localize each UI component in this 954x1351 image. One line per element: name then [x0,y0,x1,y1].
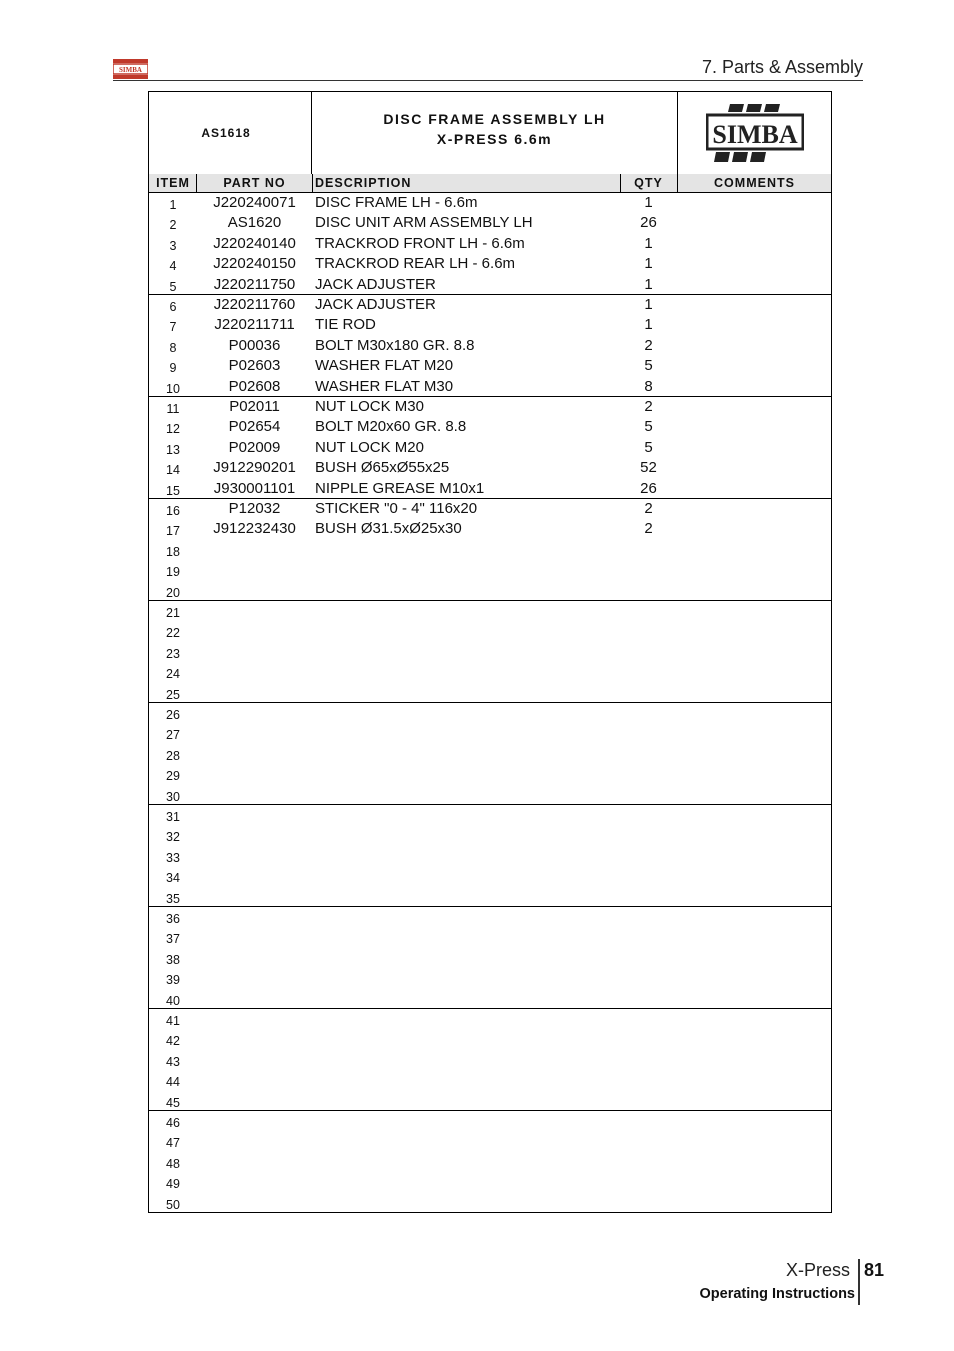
part-number: P02654 [228,418,281,436]
part-description: BOLT M20x60 GR. 8.8 [315,418,467,436]
item-number: 47 [166,1136,180,1151]
item-number: 46 [166,1116,180,1130]
part-quantity: 1 [644,296,653,313]
part-description: BOLT M30x180 GR. 8.8 [315,336,475,354]
item-number: 4 [169,259,177,274]
part-quantity: 2 [644,520,653,538]
table-row [149,948,831,968]
table-row [149,1131,831,1151]
item-number: 27 [166,728,180,743]
part-number: J220240150 [213,255,296,273]
table-row [149,295,831,315]
table-row [149,479,831,499]
logo-small-text: SIMBA [119,66,142,74]
parts-sheet [148,91,832,1213]
footer-divider [858,1259,860,1305]
table-row [149,193,831,213]
part-number: J912232430 [213,520,296,538]
table-row [149,846,831,866]
table-row [149,377,831,397]
part-description: STICKER "0 - 4" 116x20 [315,500,478,517]
assembly-title [312,92,677,174]
footer-model: X-Press [786,1260,851,1280]
part-quantity: 2 [644,336,653,354]
item-number: 43 [166,1054,180,1069]
item-number: 9 [169,361,177,376]
item-number: 26 [166,708,180,722]
item-number: 36 [166,912,180,926]
table-row [149,907,831,927]
table-row [149,1193,831,1213]
part-description: WASHER FLAT M30 [315,377,454,395]
part-description: BUSH Ø31.5xØ25x30 [315,520,462,538]
item-number: 37 [166,932,180,947]
col-description: DESCRIPTION [315,176,412,190]
part-quantity: 1 [644,275,653,293]
item-number: 11 [166,402,180,416]
table-row [149,397,831,417]
part-quantity: 1 [644,316,653,334]
part-description: TIE ROD [315,316,376,334]
part-description: BUSH Ø65xØ55x25 [315,459,450,477]
part-quantity: 2 [644,398,653,415]
table-row [149,764,831,784]
table-row [149,540,831,560]
table-row [149,805,831,825]
assembly-title-line2: X-PRESS 6.6m [436,131,553,147]
table-row [149,1070,831,1090]
item-number: 2 [169,218,177,233]
header-divider [113,80,863,81]
item-number: 12 [166,422,180,437]
simba-logo-small [113,59,148,79]
item-number: 16 [166,504,180,518]
item-number: 34 [166,871,180,886]
part-description: TRACKROD FRONT LH - 6.6m [315,234,525,252]
table-row [149,744,831,764]
col-divider [312,174,313,193]
col-item: ITEM [156,176,190,190]
table-row [149,703,831,723]
section-title: 7. Parts & Assembly [701,57,863,77]
item-number: 39 [166,973,180,988]
item-number: 45 [166,1095,180,1110]
item-number: 7 [169,320,177,335]
item-number: 25 [166,687,180,702]
item-number: 30 [166,789,180,804]
assembly-title-row [149,92,831,175]
table-row [149,968,831,988]
table-row [149,336,831,356]
part-description: TRACKROD REAR LH - 6.6m [315,255,516,273]
part-number: J220240140 [213,234,296,252]
part-quantity: 1 [644,234,653,252]
item-number: 33 [166,850,180,865]
table-row [149,1009,831,1029]
item-number: 10 [166,381,180,396]
item-number: 20 [166,585,180,600]
table-row [149,1111,831,1131]
item-number: 24 [166,667,180,682]
item-number: 19 [166,565,180,580]
part-quantity: 26 [640,214,657,232]
table-row [149,683,831,703]
table-row [149,458,831,478]
part-description: JACK ADJUSTER [315,275,436,293]
part-number: J220211750 [213,275,296,293]
part-number: P02608 [228,377,281,395]
table-row [149,1050,831,1070]
item-number: 13 [166,442,180,457]
table-row [149,417,831,437]
table-row [149,1029,831,1049]
table-row [149,315,831,335]
item-number: 41 [166,1014,180,1028]
item-number: 21 [166,606,180,620]
part-description: DISC UNIT ARM ASSEMBLY LH [315,214,533,232]
part-quantity: 5 [644,438,653,456]
item-number: 31 [166,810,180,824]
table-row [149,560,831,580]
item-number: 29 [166,769,180,784]
table-row [149,989,831,1009]
part-quantity: 26 [640,479,657,497]
item-number: 35 [166,891,180,906]
part-quantity: 2 [644,500,653,517]
part-quantity: 1 [644,255,653,273]
item-number: 17 [166,524,180,539]
part-number: AS1620 [227,214,282,232]
table-row [149,887,831,907]
assembly-title-line1: DISC FRAME ASSEMBLY LH [383,111,606,127]
item-number: 18 [166,544,180,559]
footer-subtitle: Operating Instructions [699,1286,855,1302]
item-number: 32 [166,830,180,845]
item-number: 1 [169,198,177,212]
table-row [149,581,831,601]
part-number: J220211760 [213,296,296,313]
table-row [149,1172,831,1192]
table-row [149,519,831,539]
item-number: 8 [169,340,177,355]
table-row [149,1091,831,1111]
item-number: 49 [166,1177,180,1192]
col-part-no: PART NO [223,176,286,190]
item-number: 6 [169,300,177,314]
part-number: P12032 [228,500,281,517]
item-number: 42 [166,1034,180,1049]
part-number: P00036 [228,336,281,354]
part-number: J930001101 [213,479,296,497]
table-row [149,254,831,274]
column-header-row [149,174,831,193]
item-number: 22 [166,626,180,641]
item-number: 28 [166,748,180,763]
table-row [149,642,831,662]
logo-text: SIMBA [712,120,798,149]
simba-logo [677,92,832,174]
table-row [149,866,831,886]
assembly-number: AS1618 [149,92,312,174]
part-description: JACK ADJUSTER [315,296,436,313]
table-row [149,275,831,295]
page-number: 81 [864,1260,885,1280]
table-row [149,723,831,743]
part-description: NUT LOCK M30 [315,398,424,415]
col-divider [196,174,197,193]
part-quantity: 52 [640,459,657,477]
part-quantity: 8 [644,377,653,395]
part-number: P02011 [229,398,280,415]
item-number: 40 [166,993,180,1008]
table-row [149,927,831,947]
part-number: P02009 [228,438,281,456]
item-number: 44 [166,1075,180,1090]
table-row [149,234,831,254]
item-number: 23 [166,646,180,661]
part-number: J220211711 [214,316,295,334]
item-number: 38 [166,952,180,967]
col-divider [620,174,621,193]
part-quantity: 5 [644,357,653,375]
part-quantity: 5 [644,418,653,436]
table-row [149,213,831,233]
part-description: WASHER FLAT M20 [315,357,454,375]
item-number: 48 [166,1156,180,1171]
table-row [149,356,831,376]
col-qty: QTY [634,176,663,190]
col-divider [677,174,678,193]
part-description: NUT LOCK M20 [315,438,424,456]
table-row [149,601,831,621]
item-number: 3 [169,238,177,253]
item-number: 50 [166,1197,180,1212]
table-row [149,1152,831,1172]
part-number: J220240071 [213,194,296,211]
table-row [149,438,831,458]
table-row [149,785,831,805]
col-comments: COMMENTS [714,176,795,190]
item-number: 14 [166,463,180,478]
part-description: DISC FRAME LH - 6.6m [315,194,478,211]
part-quantity: 1 [644,194,653,211]
part-description: NIPPLE GREASE M10x1 [315,479,485,497]
part-number: P02603 [228,357,281,375]
item-number: 5 [169,279,177,294]
table-row [149,621,831,641]
table-row [149,499,831,519]
item-number: 15 [166,483,180,498]
table-row [149,662,831,682]
table-row [149,825,831,845]
part-number: J912290201 [213,459,296,477]
